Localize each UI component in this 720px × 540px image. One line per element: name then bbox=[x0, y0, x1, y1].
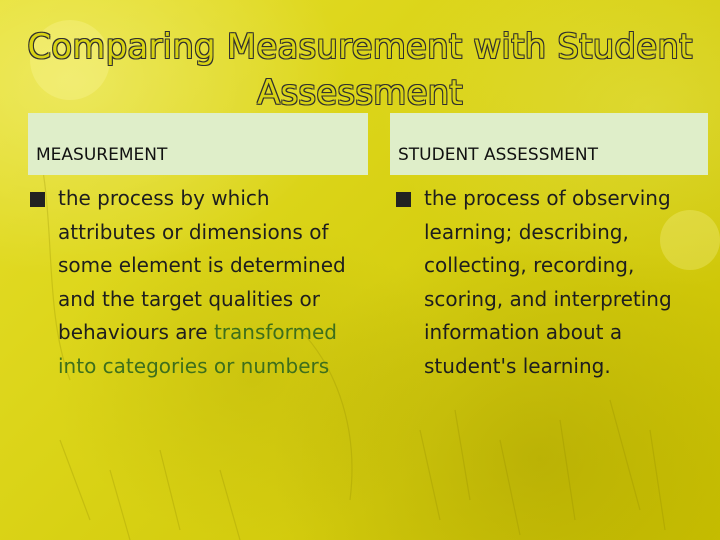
measurement-header bbox=[28, 113, 368, 175]
square-bullet-icon bbox=[30, 192, 45, 207]
measurement-definition-main: the process by which attributes or dimensions of some element is determined and the target qualities or behaviours are bbox=[58, 186, 346, 344]
student-assessment-header bbox=[390, 113, 708, 175]
square-bullet-icon bbox=[396, 192, 411, 207]
measurement-definition bbox=[30, 182, 370, 383]
student-assessment-header-label: STUDENT ASSESSMENT bbox=[398, 145, 598, 165]
slide-title: Comparing Measurement with Student Assessment bbox=[27, 27, 693, 113]
student-assessment-bullet bbox=[396, 182, 706, 383]
student-assessment-definition: the process of observing learning; describing, collecting, recording, scoring, and interpreting information about a student's learning. bbox=[424, 186, 672, 378]
measurement-header-label: MEASUREMENT bbox=[36, 145, 168, 165]
measurement-definition-highlight: transformed into categories or numbers bbox=[58, 320, 337, 378]
measurement-bullet bbox=[30, 182, 370, 383]
